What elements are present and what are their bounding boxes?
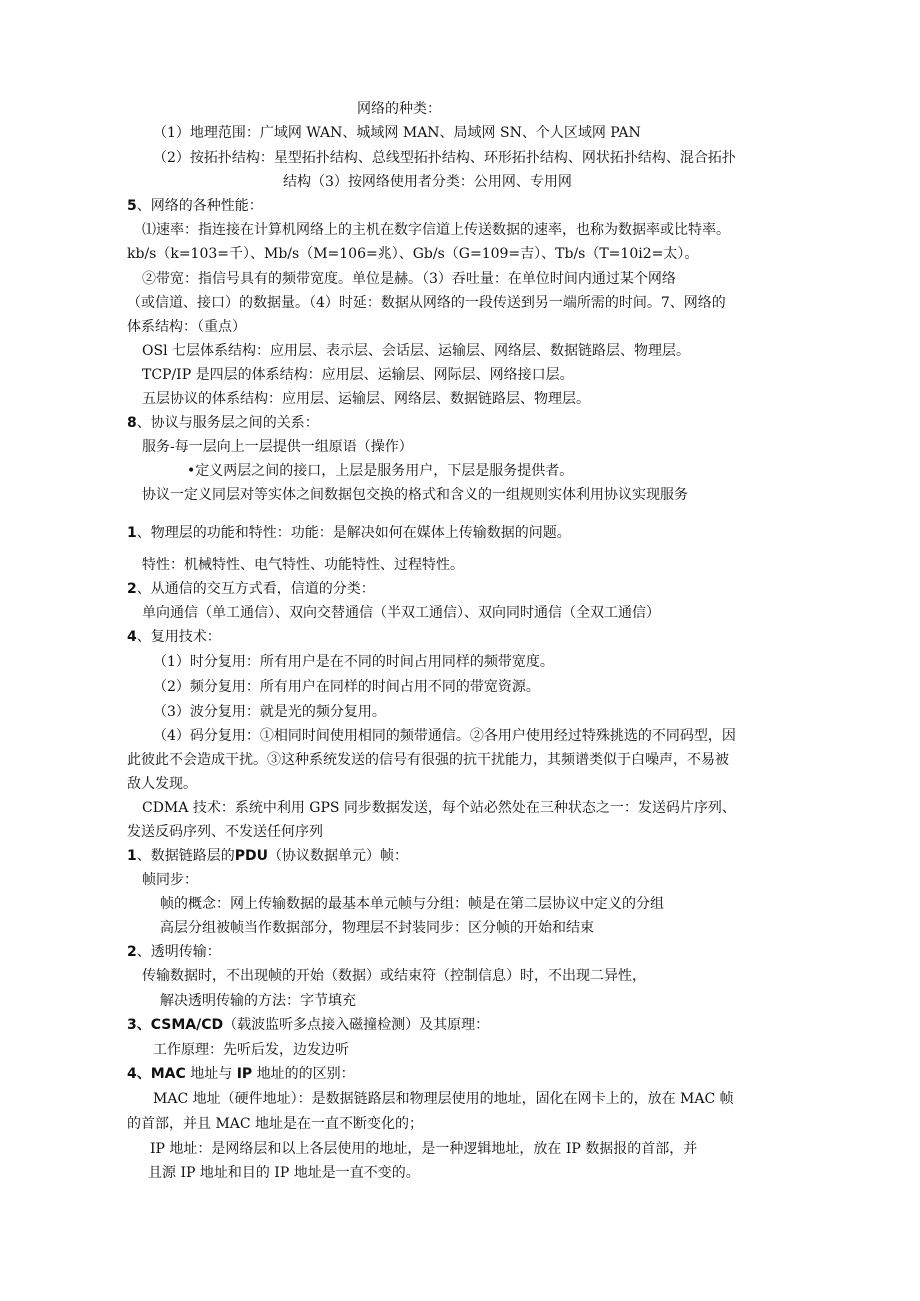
text-line: 传输数据时，不出现帧的开始（数据）或结束符（控制信息）时，不出现二异性， [142,968,646,984]
text-line: kb/s（k=103=千）、Mb/s（M=106=兆）、Gb/s（G=109=吉）、Tb/s（T=10i2=太）。 [127,246,699,262]
heading-number: 5 [127,198,137,214]
bold-term: IP [236,1066,253,1082]
text-line: 五层协议的体系结构：应用层、运输层、网络层、数据链路层、物理层。 [142,391,590,407]
text-line: （2）频分复用：所有用户在同样的时间占用不同的带宽资源。 [153,679,540,695]
heading-number: 4 [127,629,137,645]
heading-line: 3、CSMA/CD（载波监听多点接入磁撞检测）及其原理： [127,1017,490,1033]
text-line: 协议一定义同层对等实体之间数据包交换的格式和含义的一组规则实体利用协议实现服务 [142,487,688,503]
text-line: （1）时分复用：所有用户是在不同的时间占用同样的频带宽度。 [153,654,554,670]
text-line: 敌人发现。 [127,776,197,792]
text-line: 特性：机械特性、电气特性、功能特性、过程特性。 [142,557,464,573]
text-line: 服务-每一层向上一层提供一组原语（操作） [142,439,413,455]
text-line: TCP/IP 是四层的体系结构：应用层、运输层、网际层、网络接口层。 [142,367,574,383]
heading-line: 8、协议与服务层之间的关系： [127,415,319,431]
bold-term: MAC [150,1066,186,1082]
text-line: MAC 地址（硬件地址）：是数据链路层和物理层使用的地址，固化在网卡上的，放在 MAC 帧 [153,1091,734,1107]
heading-number: 2 [127,581,137,597]
heading-line: 5、网络的各种性能： [127,198,263,214]
heading-number: 3 [127,1017,137,1033]
text-line: （2）按拓扑结构：星型拓扑结构、总线型拓扑结构、环形拓扑结构、网状拓扑结构、混合拓扑 [153,150,736,166]
text-line: 工作原理：先听后发，边发边听 [153,1042,349,1058]
heading-line: 2、透明传输： [127,944,221,960]
text-line: 结构（3）按网络使用者分类：公用网、专用网 [283,174,572,190]
text-line: 体系结构：（重点） [127,319,246,335]
heading-number: 2 [127,944,137,960]
text-line: 高层分组被帧当作数据部分，物理层不封装同步：区分帧的开始和结束 [160,920,594,936]
text-line: （3）波分复用：就是光的频分复用。 [153,704,386,720]
text-line: 解决透明传输的方法：字节填充 [160,993,356,1009]
text-line: ②带宽：指信号具有的频带宽度。单位是赫。（3）吞吐量：在单位时间内通过某个网络 [142,271,676,287]
text-line: 的首部，并且 MAC 地址是在一直不断变化的； [127,1116,424,1132]
heading-line: 4、复用技术： [127,629,221,645]
heading-number: 8 [127,415,137,431]
heading-line: 1、物理层的功能和特性：功能：是解决如何在媒体上传输数据的问题。 [127,525,571,541]
text-line: IP 地址：是网络层和以上各层使用的地址，是一种逻辑地址，放在 IP 数据报的首部，并 [150,1141,698,1157]
text-line: ⑴速率：指连接在计算机网络上的主机在数字信道上传送数据的速率，也称为数据率或比特率。 [142,222,730,238]
text-line: CDMA 技术：系统中利用 GPS 同步数据发送，每个站必然处在三种状态之一：发送码片序列、 [142,800,736,816]
text-line: OSl 七层体系结构：应用层、表示层、会话层、运输层、网络层、数据链路层、物理层。 [142,343,690,359]
bold-term: CSMA/CD [150,1017,224,1033]
text-line: 单向通信（单工通信）、双向交替通信（半双工通信）、双向同时通信（全双工通信） [142,605,660,621]
text-line: 帧同步： [142,872,198,888]
heading-number: 1 [127,848,137,864]
text-line: （1）地理范围：广域网 WAN、城域网 MAN、局域网 SN、个人区域网 PAN [153,125,641,141]
text-line: 帧的概念：网上传输数据的最基本单元帧与分组：帧是在第二层协议中定义的分组 [160,896,664,912]
heading-number: 4 [127,1066,137,1082]
bold-term: PDU [234,848,268,864]
text-line: 此彼此不会造成干扰。③这种系统发送的信号有很强的抗干扰能力，其频谱类似于白噪声，不易被 [127,752,729,768]
heading-line: 4、MAC 地址与 IP 地址的的区别： [127,1066,355,1082]
text-line: 且源 IP 地址和目的 IP 地址是一直不变的。 [148,1165,420,1181]
heading-number: 1 [127,525,137,541]
section-title: 网络的种类： [357,101,441,117]
text-line: （4）码分复用：①相同时间使用相同的频带通信。②各用户使用经过特殊挑选的不同码型，因 [153,728,736,744]
text-line: （或信道、接口）的数据量。（4）时延：数据从网络的一段传送到另一端所需的时间。7、网络的 [127,295,726,311]
heading-line: 2、从通信的交互方式看，信道的分类： [127,581,375,597]
text-line: •定义两层之间的接口，上层是服务用户，下层是服务提供者。 [187,463,574,479]
text-line: 发送反码序列、不发送任何序列 [127,824,323,840]
heading-line: 1、数据链路层的PDU（协议数据单元）帧： [127,848,408,864]
